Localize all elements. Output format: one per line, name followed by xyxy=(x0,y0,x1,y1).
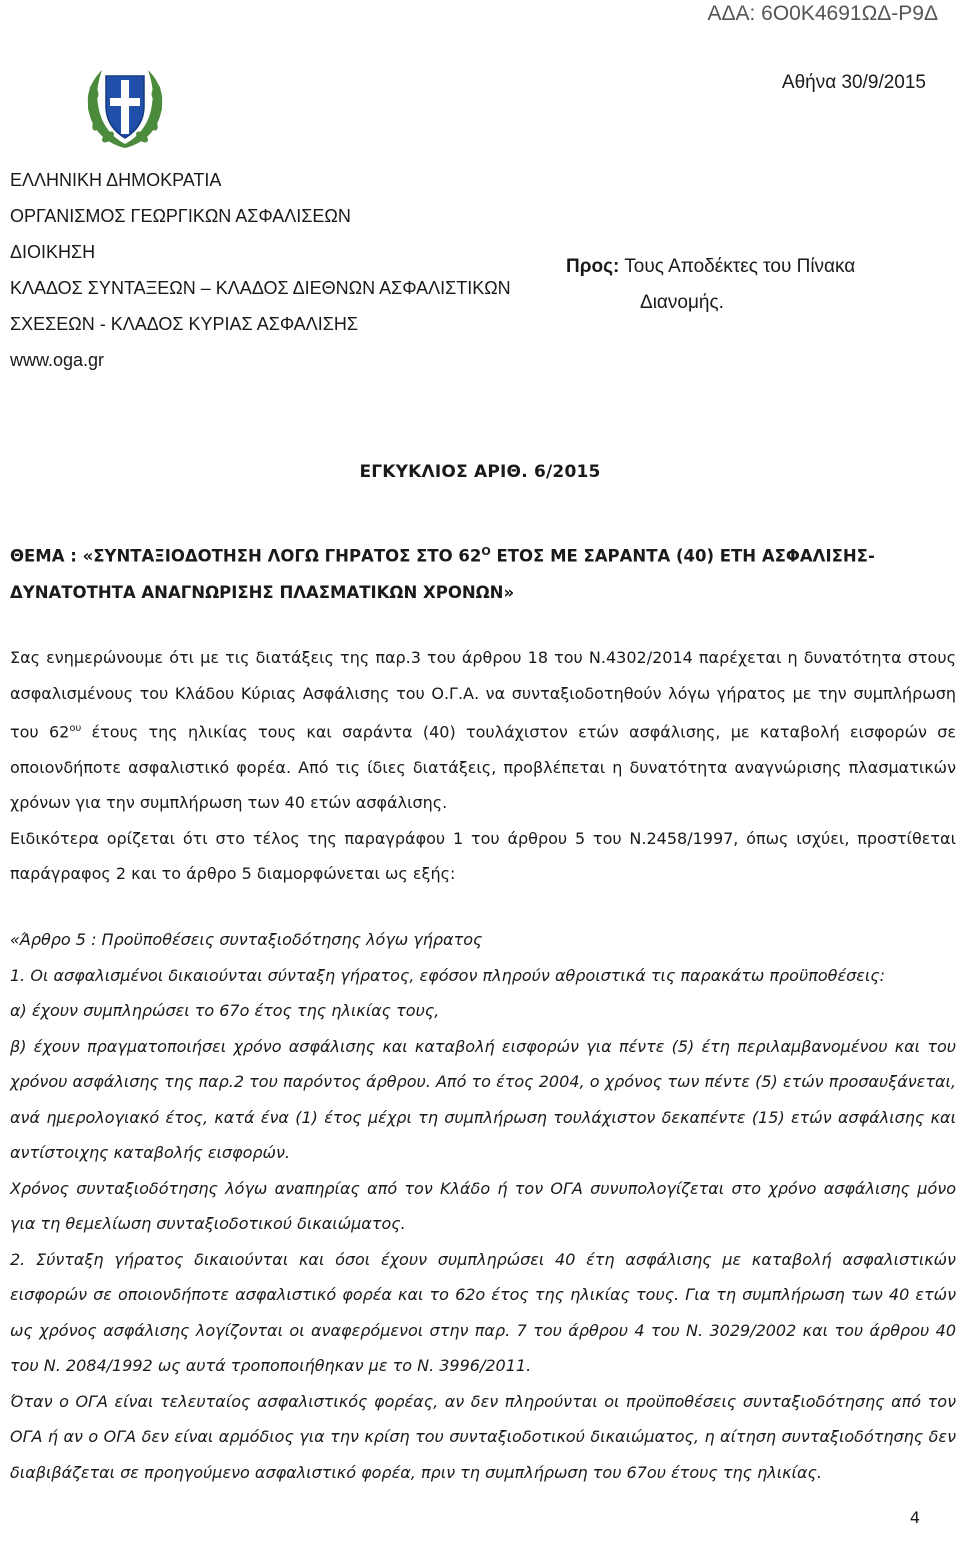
circular-title: ΕΓΚΥΚΛΙΟΣ ΑΡΙΘ. 6/2015 xyxy=(359,462,601,482)
article-text xyxy=(10,922,956,1490)
document-date: Αθήνα 30/9/2015 xyxy=(781,72,926,93)
recipient-text-cont: Διανομής. xyxy=(640,292,724,313)
header-line-branches-cont: ΣΧΕΣΕΩΝ - ΚΛΑΔΟΣ ΚΥΡΙΑΣ ΑΣΦΑΛΙΣΗΣ xyxy=(10,314,358,334)
body-p1-sup: ου xyxy=(69,723,82,734)
header-line-republic: ΕΛΛΗΝΙΚΗ ΔΗΜΟΚΡΑΤΙΑ xyxy=(10,170,222,190)
subject-suffix: ΕΤΟΣ ΜΕ ΣΑΡΑΝΤΑ (40) ΕΤΗ ΑΣΦΑΛΙΣΗΣ-ΔΥΝΑΤΟΤΗΤΑ ΑΝΑΓΝΩΡΙΣΗΣ ΠΛΑΣΜΑΤΙΚΩΝ ΧΡΟΝΩΝ» xyxy=(10,546,875,602)
article-para-3: Όταν ο ΟΓΑ είναι τελευταίος ασφαλιστικός φορέας, αν δεν πληρούνται οι προϋποθέσεις συνταξιοδότησης από τον ΟΓΑ ή αν ο ΟΓΑ δεν είναι αρμόδιος για την κρίση του συνταξιοδοτικού δικαιώματος, η αίτηση συνταξιοδότησης δεν διαβιβάζεται σε προηγούμενο ασφαλιστικό φορέα, πριν τη συμπλήρωση του 67ου έτους της ηλικίας. xyxy=(10,1391,956,1482)
subject-prefix: ΘΕΜΑ : «ΣΥΝΤΑΞΙΟΔΟΤΗΣΗ ΛΟΓΩ ΓΗΡΑΤΟΣ ΣΤΟ 62 xyxy=(10,546,482,566)
subject xyxy=(10,534,955,611)
body-p1-a: Σας ενημερώνουμε ότι με τις διατάξεις της παρ.3 του άρθρου 18 του Ν.4302/2014 παρέχεται η δυνατότητα στους ασφαλισμένους του Κλάδου Κύριας Ασφάλισης του Ο.Γ.Α. να συνταξιοδοτηθούν λόγω γήρατος με την συμπλήρωση του 62 xyxy=(10,648,956,742)
header-line-administration: ΔΙΟΙΚΗΣΗ xyxy=(10,242,96,262)
body-text xyxy=(10,640,956,892)
header-line-organization: ΟΡΓΑΝΙΣΜΟΣ ΓΕΩΡΓΙΚΩΝ ΑΣΦΑΛΙΣΕΩΝ xyxy=(10,206,351,226)
header-line-branches: ΚΛΑΔΟΣ ΣΥΝΤΑΞΕΩΝ – ΚΛΑΔΟΣ ΔΙΕΘΝΩΝ ΑΣΦΑΛΙΣΤΙΚΩΝ xyxy=(10,278,511,298)
article-item-b: β) έχουν πραγματοποιήσει χρόνο ασφάλισης και καταβολή εισφορών για πέντε (5) έτη περιλαμβανομένου και του χρόνου ασφάλισης της παρ.2 του παρόντος άρθρου. Από το έτος 2004, ο χρόνος των πέντε (5) ετών προσαυξάνεται, ανά ημερολογιακό έτος, κατά ένα (1) έτος μέχρι τη συμπλήρωση τουλάχιστον δεκαπέντε (15) ετών ασφάλισης και αντίστοιχης καταβολής εισφορών. xyxy=(10,1036,956,1162)
article-item-a: α) έχουν συμπληρώσει το 67ο έτος της ηλικίας τους, xyxy=(10,1001,440,1020)
article-para-2: 2. Σύνταξη γήρατος δικαιούνται και όσοι έχουν συμπληρώσει 40 έτη ασφάλισης με καταβολή ασφαλιστικών εισφορών σε οποιονδήποτε ασφαλιστικό φορέα και το 62ο έτος της ηλικίας τους. Για τη συμπλήρωση των 40 ετών ως χρόνος ασφάλισης λογίζονται οι αναφερόμενοι στην παρ. 7 του άρθρου 4 του Ν. 3029/2002 και του άρθρου 40 του Ν. 2084/1992 ως αυτά τροποποιήθηκαν με το Ν. 3996/2011. xyxy=(10,1249,956,1375)
article-heading: «Άρθρο 5 : Προϋποθέσεις συνταξιοδότησης λόγω γήρατος xyxy=(10,930,483,949)
body-paragraph-1 xyxy=(10,640,956,821)
recipient-label: Προς: xyxy=(566,256,620,277)
subject-superscript: Ο xyxy=(481,545,491,558)
ada-code: ΑΔΑ: 6Ο0Κ4691ΩΔ-Ρ9Δ xyxy=(707,2,938,25)
page-number: 4 xyxy=(909,1508,920,1527)
body-paragraph-2: Ειδικότερα ορίζεται ότι στο τέλος της παραγράφου 1 του άρθρου 5 του Ν.2458/1997, όπως ισχύει, προστίθεται παράγραφος 2 και το άρθρο 5 διαμορφώνεται ως εξής: xyxy=(10,828,956,884)
greek-coat-of-arms-icon xyxy=(80,62,170,152)
recipient-text: Τους Αποδέκτες του Πίνακα xyxy=(624,256,856,277)
body-p1-b: έτους της ηλικίας τους και σαράντα (40) τουλάχιστον ετών ασφάλισης, με καταβολή εισφορών σε οποιονδήποτε ασφαλιστικό φορέα. Από τις ίδιες διατάξεις, προβλέπεται η δυνατότητα αναγνώρισης πλασματικών χρόνων για την συμπλήρωση των 40 ετών ασφάλισης. xyxy=(10,722,956,813)
article-para-1: 1. Οι ασφαλισμένοι δικαιούνται σύνταξη γήρατος, εφόσον πληρούν αθροιστικά τις παρακάτω προϋποθέσεις: xyxy=(10,965,886,985)
recipient-line xyxy=(566,256,855,278)
header-website: www.oga.gr xyxy=(10,350,105,370)
article-disability-note: Χρόνος συνταξιοδότησης λόγω αναπηρίας από τον Κλάδο ή τον ΟΓΑ συνυπολογίζεται στο χρόνο ασφάλισης μόνο για τη θεμελίωση συνταξιοδοτικού δικαιώματος. xyxy=(10,1178,956,1233)
